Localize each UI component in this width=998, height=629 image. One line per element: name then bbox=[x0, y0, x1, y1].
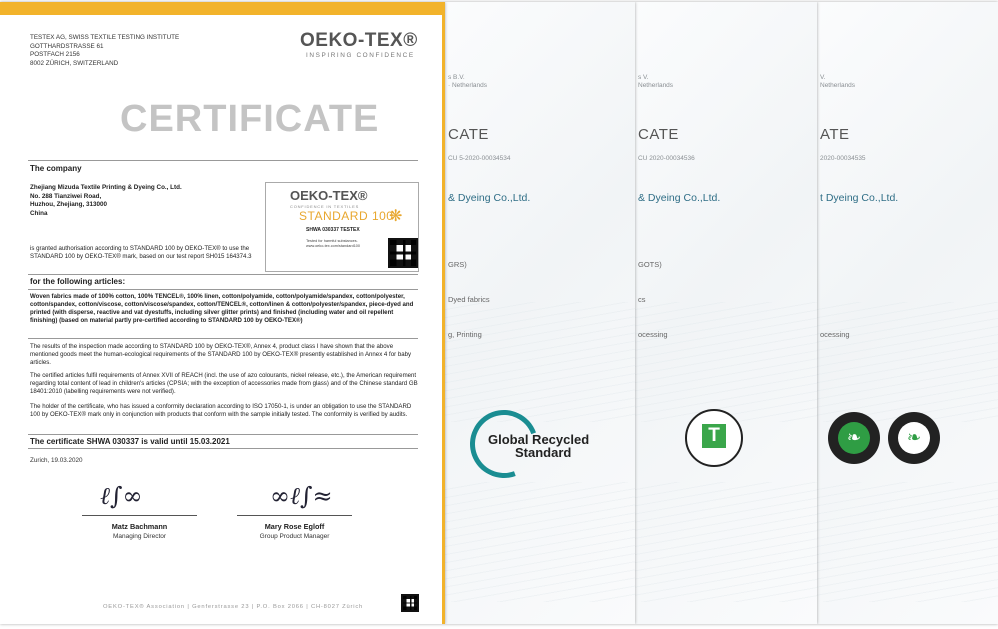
articles-text: Woven fabrics made of 100% cotton, 100% TENCEL®, 100% linen, cotton/polyamide, cotton/polyamide/spandex, cotton/polyester, cotton/spandex, cotton/viscose, cotton/viscose/spandex, cotton/TENCEL®, cotton/linen & cotton/polyester/spandex, piece-dyed and printed (with disperse, reactive and vat dyestuffs, including silver glitter prints) and finished (including water and oil repellent finishing) (based on material partly pre-certified according to STANDARD 100 by OEKO-TEX®) bbox=[30, 293, 414, 325]
signature-1-icon: ℓ∫∞ bbox=[100, 482, 143, 510]
addr-line: · Netherlands bbox=[448, 82, 488, 89]
badge-logo: OEKO-TEX® bbox=[290, 188, 368, 203]
company-address bbox=[30, 184, 182, 218]
place-date: Zurich, 19.03.2020 bbox=[30, 457, 83, 464]
standard-text: GOTS) bbox=[638, 260, 662, 269]
addr-line: Netherlands bbox=[638, 82, 674, 89]
divider bbox=[28, 289, 418, 290]
institute-address bbox=[30, 34, 179, 68]
badge-url: www.oeko-tex.com/standard100 bbox=[306, 244, 361, 248]
addr-line: s B.V. bbox=[448, 74, 465, 81]
product-text: cs bbox=[638, 295, 646, 304]
leaf-icon: ❧ bbox=[838, 422, 870, 454]
signer-1-role: Managing Director bbox=[112, 533, 167, 540]
signer-2-role: Group Product Manager bbox=[259, 533, 330, 540]
company-line: China bbox=[30, 209, 48, 217]
process-text: g, Printing bbox=[448, 330, 482, 339]
signature-line bbox=[237, 515, 352, 516]
shirt-icon: T bbox=[702, 424, 726, 448]
company-name: t Dyeing Co.,Ltd. bbox=[820, 192, 899, 204]
divider bbox=[28, 338, 418, 339]
address-line: POSTFACH 2156 bbox=[30, 51, 80, 59]
product-text: Dyed fabrics bbox=[448, 295, 490, 304]
standard-text: GRS) bbox=[448, 260, 467, 269]
oeko-tex-logo: OEKO-TEX® bbox=[300, 30, 418, 51]
cert-code: 2020-00034535 bbox=[820, 155, 866, 162]
sheet-heading: CATE bbox=[638, 126, 679, 143]
page-title: CERTIFICATE bbox=[120, 98, 380, 140]
articles-label: for the following articles: bbox=[30, 277, 126, 286]
organic-blended-logo bbox=[888, 412, 940, 464]
signer-1-name: Matz Bachmann bbox=[111, 522, 168, 531]
validity-statement: The certificate SHWA 030337 is valid until 15.03.2021 bbox=[30, 437, 230, 446]
qr-code-icon bbox=[388, 238, 418, 268]
holder-text: The holder of the certificate, who has issued a conformity declaration according to ISO 17050-1, is under an obligation to use the STANDARD 100 by OEKO-TEX® mark only in conjunction with products that conform with the sample initially tested. The conformity is verified by audits. bbox=[30, 403, 412, 419]
sun-icon: ❋ bbox=[389, 208, 403, 225]
organic-100-logo bbox=[828, 412, 880, 464]
divider bbox=[28, 434, 418, 435]
divider bbox=[28, 274, 418, 275]
signature-line bbox=[82, 515, 197, 516]
sheet-heading: CATE bbox=[448, 126, 489, 143]
badge-confidence: CONFIDENCE IN TEXTILES bbox=[290, 204, 360, 209]
authorisation-text: is granted authorisation according to STANDARD 100 by OEKO-TEX® to use the STANDARD 100 by OEKO-TEX® mark, based on our test report SH015 164374.3 bbox=[30, 245, 252, 261]
addr-line: Netherlands bbox=[820, 82, 856, 89]
cert-code: CU 5-2020-00034534 bbox=[448, 155, 511, 162]
process-text: ocessing bbox=[638, 330, 668, 339]
accent-top-bar bbox=[0, 2, 445, 15]
standard-100-label bbox=[265, 182, 419, 272]
cert-code: CU 2020-00034536 bbox=[638, 155, 695, 162]
addr-line: s V. bbox=[638, 74, 649, 81]
divider bbox=[28, 448, 418, 449]
divider bbox=[28, 160, 418, 161]
accent-right-edge bbox=[442, 2, 445, 624]
badge-standard: STANDARD 100 bbox=[299, 209, 394, 223]
reach-text: The certified articles fulfil requirements of Annex XVII of REACH (incl. the use of azo colourants, nickel release, etc.), the American requirement regarding total content of lead in children's articles (CPSIA; with the exception of accessories made from glass) and of the Chinese standard GB 18401:2010 (labelling requirements were not verified). bbox=[30, 372, 418, 396]
signer-2-name: Mary Rose Egloff bbox=[264, 522, 325, 531]
grs-logo-line2: Standard bbox=[515, 445, 572, 460]
qr-code-icon bbox=[401, 594, 419, 612]
sheet-heading: ATE bbox=[820, 126, 850, 143]
gots-certificate-sheet bbox=[635, 2, 817, 624]
grs-logo-line1: Global Recycled bbox=[488, 432, 590, 447]
address-line: GOTTHARDSTRASSE 61 bbox=[30, 42, 104, 50]
leaf-icon: ❧ bbox=[898, 422, 930, 454]
footer-address: OEKO-TEX® Association | Genferstrasse 23 | P.O. Box 2066 | CH-8027 Zürich bbox=[103, 604, 364, 610]
address-line: TESTEX AG, SWISS TEXTILE TESTING INSTITUTE bbox=[30, 34, 180, 41]
addr-line: V. bbox=[820, 74, 826, 81]
company-line: Huzhou, Zhejiang, 313000 bbox=[30, 201, 107, 208]
logo-tagline: INSPIRING CONFIDENCE bbox=[306, 52, 415, 59]
company-line: No. 288 Tianziwei Road, bbox=[30, 192, 102, 200]
signature-2-icon: ∞ℓ∫≈ bbox=[270, 482, 333, 510]
ocs-certificate-sheet bbox=[817, 2, 998, 624]
address-line: 8002 ZÜRICH, SWITZERLAND bbox=[30, 59, 119, 67]
gots-logo bbox=[685, 409, 743, 467]
company-name: & Dyeing Co.,Ltd. bbox=[448, 192, 531, 204]
company-line: Zhejiang Mizuda Textile Printing & Dyeing Co., Ltd. bbox=[30, 184, 182, 191]
badge-code: SHWA 030337 TESTEX bbox=[306, 227, 360, 233]
grs-certificate-sheet bbox=[445, 2, 635, 624]
process-text: ocessing bbox=[820, 330, 850, 339]
company-label: The company bbox=[30, 164, 82, 173]
badge-tested: Tested for harmful substances. bbox=[306, 239, 358, 243]
oeko-tex-certificate bbox=[0, 2, 445, 624]
company-name: & Dyeing Co.,Ltd. bbox=[638, 192, 721, 204]
results-text: The results of the inspection made according to STANDARD 100 by OEKO-TEX®, Annex 4, product class I have shown that the above mentioned goods meet the human-ecological requirements of the STANDARD 100 by OEKO-TEX® presently established in Annex 4 for baby articles. bbox=[30, 343, 412, 367]
